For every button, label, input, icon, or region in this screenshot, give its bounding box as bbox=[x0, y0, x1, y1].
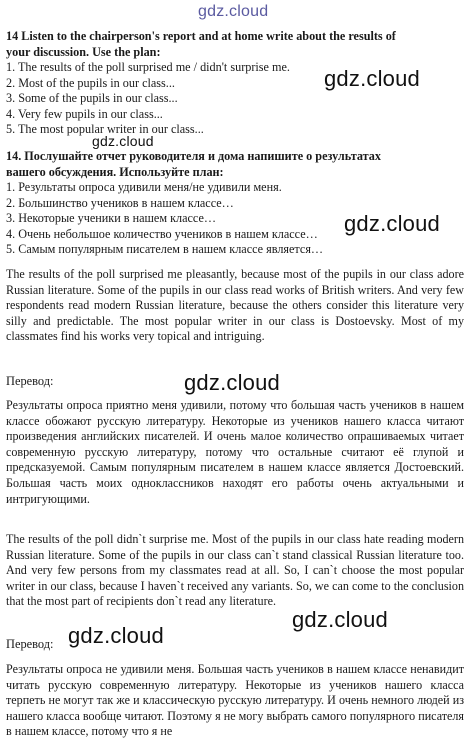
task-ru-item-4: 4. Очень небольшое количество учеников в нашем классе… bbox=[6, 226, 318, 241]
watermark-4: gdz.cloud bbox=[184, 370, 280, 395]
answer2-russian: Результаты опроса не удивили меня. Большая часть учеников в нашем классе ненавидит читать русскую современную литературу. Некоторые из учеников нашего класса терпеть не могут так же и классическую русскую литературу. И очень немного людей из нашего класса вообще читают. Поэтому я не могу выбрать самого популярного писателя в нашем классе, потому что я не bbox=[6, 662, 464, 739]
task-en-item-2: 2. Most of the pupils in our class... bbox=[6, 75, 175, 90]
task-ru-item-2: 2. Большинство учеников в нашем классе… bbox=[6, 195, 234, 210]
task-ru-heading-line2: вашего обсуждения. Используйте план: bbox=[6, 164, 224, 179]
watermark-1: gdz.cloud bbox=[324, 66, 420, 91]
task-en-heading-line2: your discussion. Use the plan: bbox=[6, 44, 161, 59]
task-russian bbox=[6, 149, 464, 258]
task-ru-item-1: 1. Результаты опроса удивили меня/не удивили меня. bbox=[6, 180, 282, 194]
watermark-3: gdz.cloud bbox=[344, 211, 440, 236]
watermark-6: gdz.cloud bbox=[292, 607, 388, 632]
task-en-heading-line1: 14 Listen to the chairperson's report and at home write about the results of bbox=[6, 29, 396, 43]
answer2-english: The results of the poll didn`t surprise me. Most of the pupils in our class hate reading modern Russian literature. Some of the pupils in our class can`t stand classical Russian literature too. And very few persons from my classmates read at all. So, I can`t choose the most popular writer in our class, because I haven`t received any variants. So, we can come to the conclusion that the most part of recipients don`t read any literature. bbox=[6, 532, 464, 609]
task-ru-item-5: 5. Самым популярным писателем в нашем классе является… bbox=[6, 242, 324, 256]
task-ru-item-3: 3. Некоторые ученики в нашем классе… bbox=[6, 211, 217, 225]
watermark-2: gdz.cloud bbox=[92, 133, 154, 149]
task-en-item-1: 1. The results of the poll surprised me / didn't surprise me. bbox=[6, 60, 290, 74]
task-en-item-3: 3. Some of the pupils in our class... bbox=[6, 91, 178, 105]
task-ru-heading-line1: 14. Послушайте отчет руководителя и дома напишите о результатах bbox=[6, 149, 381, 163]
answer1-russian: Результаты опроса приятно меня удивили, потому что большая часть учеников в нашем классе обожают русскую литературу. Некоторые из учеников нашего класса читают произведения английских писателей. И очень малое количество опрашиваемых читает современную русскую литературу, потому что остальные считают её глупой и предсказуемой. Самым популярным писателем в нашем классе является Достоевский. Большая часть моих одноклассников находят его работы очень актуальными и интригующими. bbox=[6, 398, 464, 506]
task-en-item-4: 4. Very few pupils in our class... bbox=[6, 106, 163, 121]
watermark-5: gdz.cloud bbox=[68, 623, 164, 648]
translation-label-2: Перевод: bbox=[6, 637, 54, 651]
translation-label-1: Перевод: bbox=[6, 374, 54, 388]
answer1-english: The results of the poll surprised me pleasantly, because most of the pupils in our class adore Russian literature. Some of the pupils in our class read works of British writers. And very few respondents read modern Russian literature, because the others consider this literature very silly and predictable. The most popular writer in our class is Dostoevsky. Most of my classmates find his works very topical and intriguing. bbox=[6, 267, 464, 344]
task-en-item-5: 5. The most popular writer in our class... bbox=[6, 122, 204, 136]
watermark-top: gdz.cloud bbox=[198, 3, 269, 20]
